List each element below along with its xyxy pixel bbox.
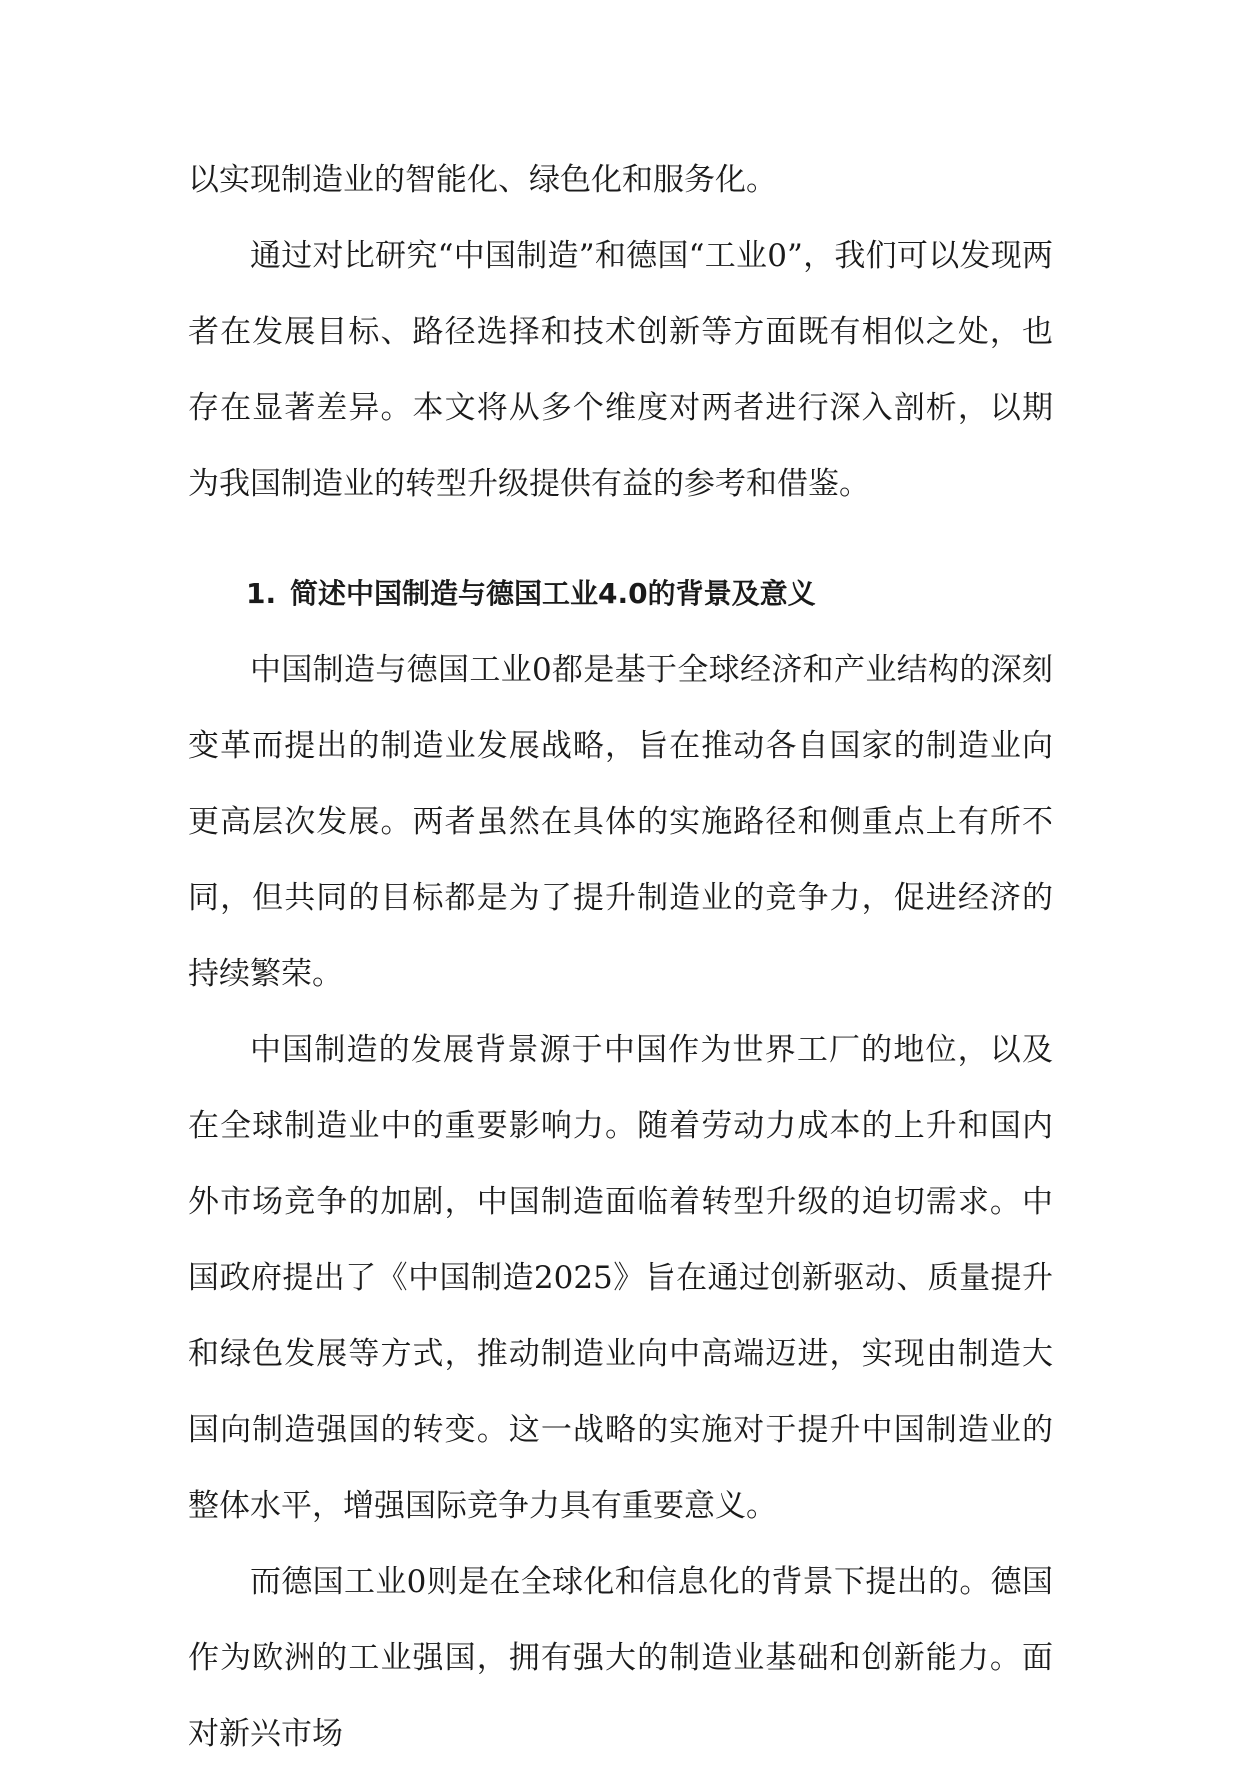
paragraph-intro-comparison: 通过对比研究“中国制造”和德国“工业0”，我们可以发现两者在发展目标、路径选择和技术创新等方面既有相似之处，也存在显著差异。本文将从多个维度对两者进行深入剖析，以期为我国制造业的转型升级提供有益的参考和借鉴。 bbox=[188, 238, 1053, 502]
section-heading bbox=[188, 556, 1053, 632]
paragraph-continued: 以实现制造业的智能化、绿色化和服务化。 bbox=[188, 162, 777, 198]
page-content bbox=[188, 142, 1053, 1772]
section-title: 简述中国制造与德国工业4.0的背景及意义 bbox=[290, 577, 816, 610]
paragraph-germany-background: 而德国工业0则是在全球化和信息化的背景下提出的。德国作为欧洲的工业强国，拥有强大的制造业基础和创新能力。面对新兴市场 bbox=[188, 1564, 1053, 1752]
section-number: 1. bbox=[246, 577, 277, 610]
paragraph-background-overview: 中国制造与德国工业0都是基于全球经济和产业结构的深刻变革而提出的制造业发展战略，旨在推动各自国家的制造业向更高层次发展。两者虽然在具体的实施路径和侧重点上有所不同，但共同的目标都是为了提升制造业的竞争力，促进经济的持续繁荣。 bbox=[188, 652, 1053, 992]
paragraph-china-background: 中国制造的发展背景源于中国作为世界工厂的地位，以及在全球制造业中的重要影响力。随着劳动力成本的上升和国内外市场竞争的加剧，中国制造面临着转型升级的迫切需求。中国政府提出了《中国制造2025》旨在通过创新驱动、质量提升和绿色发展等方式，推动制造业向中高端迈进，实现由制造大国向制造强国的转变。这一战略的实施对于提升中国制造业的整体水平，增强国际竞争力具有重要意义。 bbox=[188, 1032, 1053, 1524]
